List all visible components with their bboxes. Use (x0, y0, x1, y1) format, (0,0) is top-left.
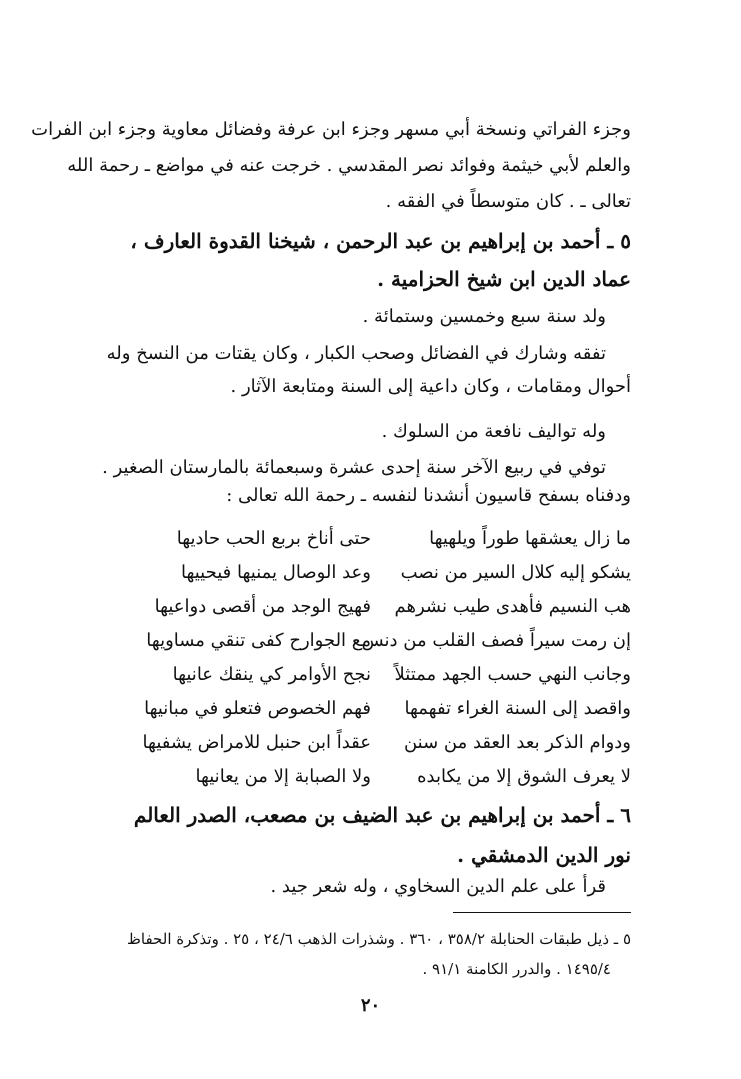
entry-6-heading (71, 795, 631, 875)
poem-verse (71, 760, 631, 794)
text-line: أحوال ومقامات ، وكان داعية إلى السنة ومتابعة الآثار . (230, 376, 631, 397)
verse-second-hemistich: حتى أناخ بربع الحب حاديها (176, 528, 371, 549)
verse-first-hemistich: ما زال يعشقها طوراً ويلهيها (429, 528, 631, 549)
verse-second-hemistich: فهيج الوجد من أقصى دواعيها (154, 596, 371, 617)
poem-verse (71, 726, 631, 760)
verse-first-hemistich: ودوام الذكر بعد العقد من سنن (403, 732, 631, 753)
heading-line: عماد الدين ابن شيخ الحزامية . (377, 267, 631, 291)
verse-second-hemistich: فهم الخصوص فتعلو في مبانيها (144, 698, 371, 719)
text-line: توفي في ربيع الآخر سنة إحدى عشرة وسبعمائة بالمارستان الصغير . (102, 457, 606, 478)
verse-second-hemistich: ولا الصبابة إلا من يعانيها (195, 766, 371, 787)
text-line: ودفناه بسفح قاسيون أنشدنا لنفسه ـ رحمة الله تعالى : (226, 485, 631, 506)
footnotes (71, 924, 631, 984)
entry-5-heading (71, 222, 631, 298)
reading-paragraph: قرأ على علم الدين السخاوي ، وله شعر جيد . (270, 876, 606, 897)
poem-verse (71, 522, 631, 556)
poem-verse (71, 692, 631, 726)
footnote-line: ١٤٩٥/٤ . والدرر الكامنة ٩١/١ . (422, 960, 611, 978)
heading-line: ٥ ـ أحمد بن إبراهيم بن عبد الرحمن ، شيخنا القدوة العارف ، (130, 229, 631, 253)
verse-second-hemistich: وعد الوصال يمنيها فيحييها (180, 562, 371, 583)
text-line: وجزء الفراتي ونسخة أبي مسهر وجزء ابن عرفة وفضائل معاوية وجزء ابن الفرات (31, 119, 631, 140)
page-number: ٢٠ (360, 995, 381, 1016)
study-paragraph (71, 337, 631, 403)
footnote-line: ٥ ـ ذيل طبقات الحنابلة ٣٥٨/٢ ، ٣٦٠ . وشذرات الذهب ٢٤/٦ ، ٢٥ . وتذكرة الحفاظ (127, 930, 631, 948)
poem (71, 522, 631, 794)
works-paragraph: وله تواليف نافعة من السلوك . (381, 421, 606, 442)
verse-first-hemistich: إن رمت سيراً فصف القلب من دنس (361, 630, 631, 651)
poem-verse (71, 556, 631, 590)
verse-first-hemistich: هب النسيم فأهدى طيب نشرهم (394, 596, 631, 617)
poem-verse (71, 624, 631, 658)
verse-first-hemistich: وجانب النهي حسب الجهد ممتثلاً (394, 664, 631, 685)
poem-verse (71, 658, 631, 692)
text-line: تفقه وشارك في الفضائل وصحب الكبار ، وكان يقتات من النسخ وله (106, 343, 606, 364)
death-paragraph (71, 454, 631, 510)
heading-line: نور الدين الدمشقي . (457, 843, 631, 867)
text-line: تعالى ـ . كان متوسطاً في الفقه . (385, 191, 631, 212)
verse-second-hemistich: مع الجوارح كفى تنقي مساويها (146, 630, 371, 651)
heading-line: ٦ ـ أحمد بن إبراهيم بن عبد الضيف بن مصعب، الصدر العالم (133, 803, 631, 827)
verse-first-hemistich: واقصد إلى السنة الغراء تفهمها (404, 698, 631, 719)
verse-second-hemistich: عقداً ابن حنبل للامراض يشفيها (142, 732, 371, 753)
verse-first-hemistich: يشكو إليه كلال السير من نصب (400, 562, 631, 583)
birth-paragraph: ولد سنة سبع وخمسين وستمائة . (362, 306, 606, 327)
poem-verse (71, 590, 631, 624)
verse-first-hemistich: لا يعرف الشوق إلا من يكابده (417, 766, 631, 787)
text-line: والعلم لأبي خيثمة وفوائد نصر المقدسي . خرجت عنه في مواضع ـ رحمة الله (67, 155, 631, 176)
verse-second-hemistich: نجح الأوامر كي ينقك عانيها (172, 664, 371, 685)
intro-paragraph (31, 112, 631, 220)
footnote-divider (453, 912, 631, 913)
